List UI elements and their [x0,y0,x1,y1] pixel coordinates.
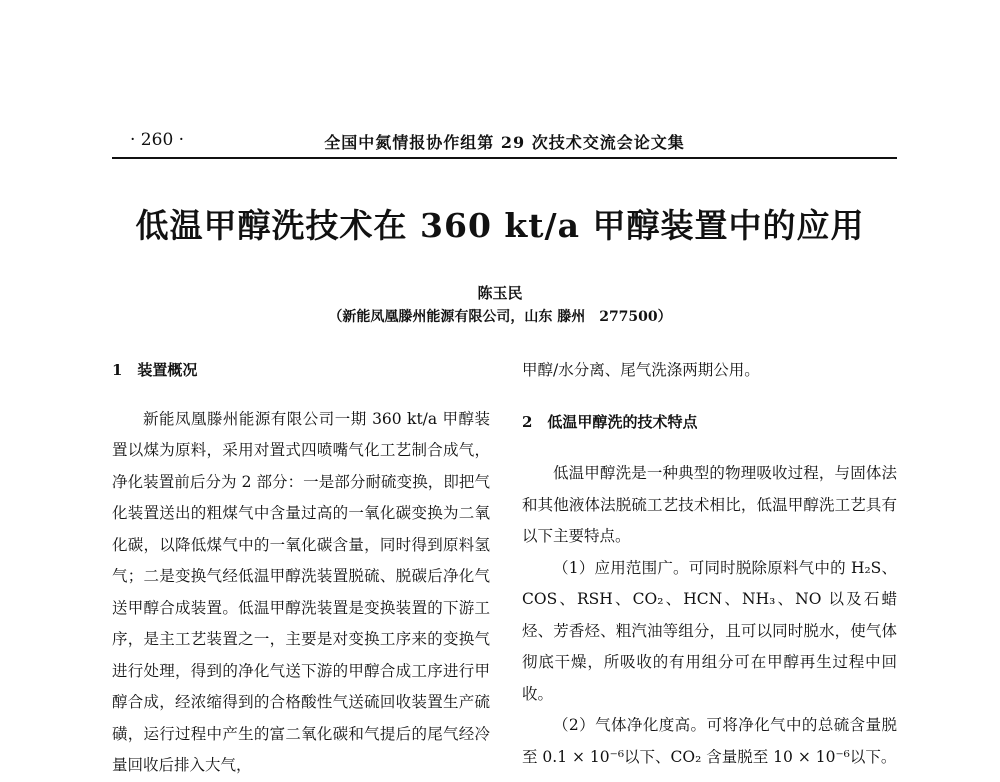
page-number: · 260 · [130,130,185,150]
section-2-intro: 低温甲醇洗是一种典型的物理吸收过程，与固体法和其他液体法脱硫工艺技术相比，低温甲醇洗工艺具有以下主要特点。 [522,464,897,545]
article-title: 低温甲醇洗技术在 360 kt/a 甲醇装置中的应用 [135,206,865,245]
continued-text: 甲醇/水分离、尾气洗涤两期公用。 [522,361,760,379]
left-column [112,355,490,782]
section-1-paragraph: 新能凤凰滕州能源有限公司一期 360 kt/a 甲醇装置以煤为原料，采用对置式四喷嘴气化工艺制合成气，净化装置前后分为 2 部分：一是部分耐硫变换，即把气化装置送出的粗煤气中含量过高的一氧化碳变换为二氧化碳，以降低煤气中的一氧化碳含量，同时得到原料氢气；二是变换气经低温甲醇洗装置脱硫、脱碳后净化气送甲醇合成装置。低温甲醇洗装置是变换装置的下游工序，是主工艺装置之一，主要是对变换工序来的变换气进行处理，得到的净化气送下游的甲醇合成工序进行甲醇合成，经浓缩得到的合格酸性气送硫回收装置生产硫磺，运行过程中产生的富二氧化碳和气提后的尾气经冷量回收后排入大气， [112,409,490,774]
right-column [522,355,897,773]
feature-point-2: （2）气体净化度高。可将净化气中的总硫含量脱至 0.1 × 10⁻⁶以下、CO₂ 含量脱至 10 × 10⁻⁶以下。 [522,716,897,766]
author-affiliation: （新能凤凰滕州能源有限公司，山东 滕州 277500） [328,309,672,325]
header-rule [112,157,897,159]
feature-point-1: （1）应用范围广。可同时脱除原料气中的 H₂S、COS、RSH、CO₂、HCN、NH₃、NO 以及石蜡烃、芳香烃、粗汽油等组分，且可以同时脱水，使气体彻底干燥，所吸收的有用组分可在甲醇再生过程中回收。 [522,558,897,703]
section-heading-1: 1 装置概况 [112,361,198,379]
author-name: 陈玉民 [477,284,523,302]
journal-title: 全国中氮情报协作组第 29 次技术交流会论文集 [324,133,685,152]
running-header [112,128,897,154]
section-heading-2: 2 低温甲醇洗的技术特点 [522,412,698,431]
